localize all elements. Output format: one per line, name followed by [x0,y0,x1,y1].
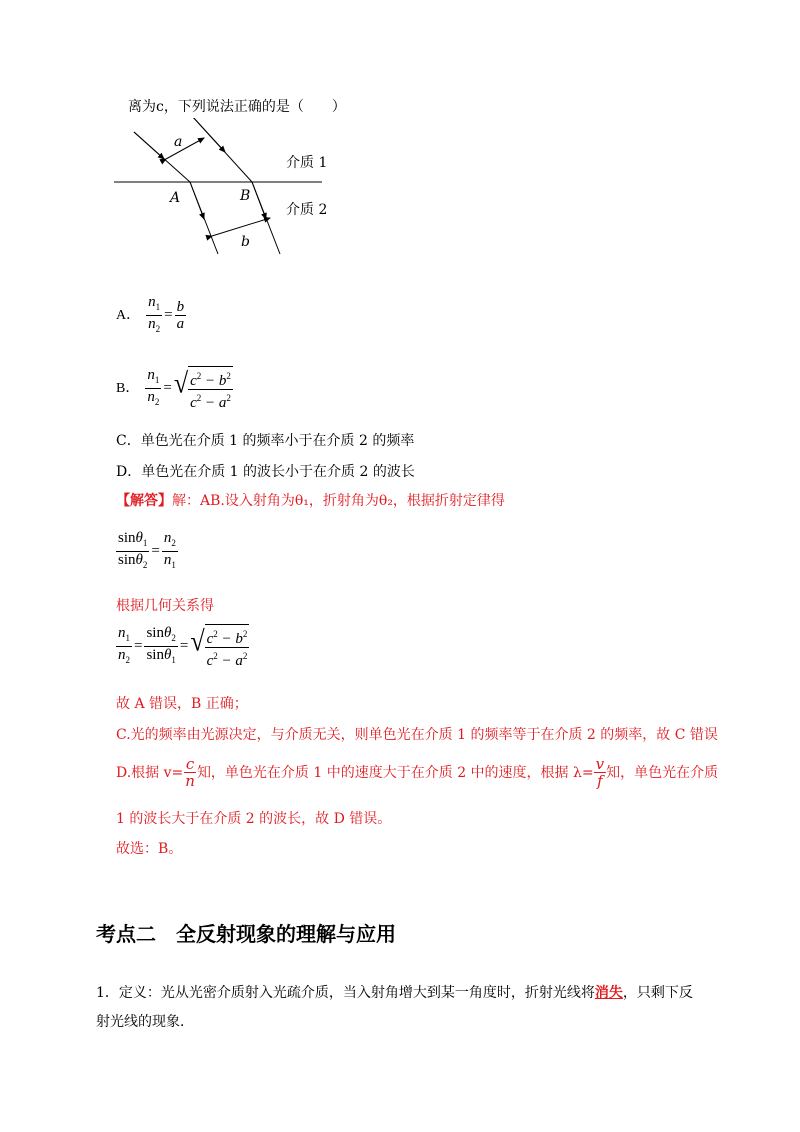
definition-line-2: 射光线的现象． [96,1014,194,1030]
answer-line-1 [116,492,505,510]
fraction-b-a: $\frac{b}{a}$ [176,299,185,332]
label-A: A [170,190,181,206]
answer-line-d [116,756,718,789]
label-medium-1: 介质 1 [286,155,328,171]
option-d: D．单色光在介质 1 的波长小于在介质 2 的波长 [116,464,415,480]
definition-line-1 [96,984,693,1002]
fraction-v-f: $\frac{v}{f}$ [595,755,605,790]
answer-d-suffix: 知，单色光在介质 [606,764,719,781]
option-a-label: A． [116,307,141,323]
option-b-label: B． [116,380,140,396]
answer-line-d2: 1 的波长大于在介质 2 的波长，故 D 错误。 [116,811,392,827]
refraction-diagram [100,118,340,263]
answer-d-mid: 知，单色光在介质 1 中的速度大于在介质 2 中的速度，根据 λ= [196,764,594,781]
answer-line-c: C.光的频率由光源决定，与介质无关，则单色光在介质 1 的频率等于在介质 2 的频率，故 C 错误 [116,727,718,743]
label-medium-2: 介质 2 [286,202,328,218]
definition-suffix: ，只剩下反 [622,985,693,1001]
answer-geometry: 根据几何关系得 [116,598,214,614]
label-B: B [240,188,251,204]
snell-formula: $\frac{\sin\theta_1}{\sin\theta_2}$ = $\frac{n_2}{n_1}$ [118,530,176,570]
answer-conclusion-ab: 故 A 错误，B 正确； [116,696,248,712]
answer-d-prefix: D.根据 v= [116,764,184,781]
geometry-formula: $\frac{n_1}{n_2}$ = $\frac{\sin\theta_2}{\sin\theta_1}$ = √ $\frac{c^2 - b^2}{c^2 - a^2}$ [118,625,248,669]
option-c: C．单色光在介质 1 的频率小于在介质 2 的频率 [116,433,415,449]
question-intro: 离为c，下列说法正确的是（ ） [128,99,346,115]
label-b: b [241,234,250,250]
answer-choice: 故选：B。 [116,841,183,857]
option-b: B． $\frac{n_1}{n_2}$ = √ $\frac{c^2 - b^2}{c^2 - a^2}$ [116,367,231,411]
definition-highlight: 消失 [594,985,623,1001]
sqrt-expression: √ $\frac{c^2 - b^2}{c^2 - a^2}$ [173,367,231,411]
definition-prefix: 1．定义：光从光密介质射入光疏介质，当入射角增大到某一角度时，折射光线将 [96,985,595,1001]
fraction-n1-n2: $\frac{n_1}{n_2}$ [148,294,161,334]
option-a: A． $\frac{n_1}{n_2}$ = $\frac{b}{a}$ [116,294,186,337]
answer-text-1: 解：AB.设入射角为θ₁，折射角为θ₂，根据折射定律得 [172,493,505,509]
section-heading: 考点二 全反射现象的理解与应用 [96,922,396,946]
answer-tag: 【解答】 [116,493,172,509]
label-a: a [174,134,183,150]
fraction-c-n: $\frac{c}{n}$ [185,755,195,790]
